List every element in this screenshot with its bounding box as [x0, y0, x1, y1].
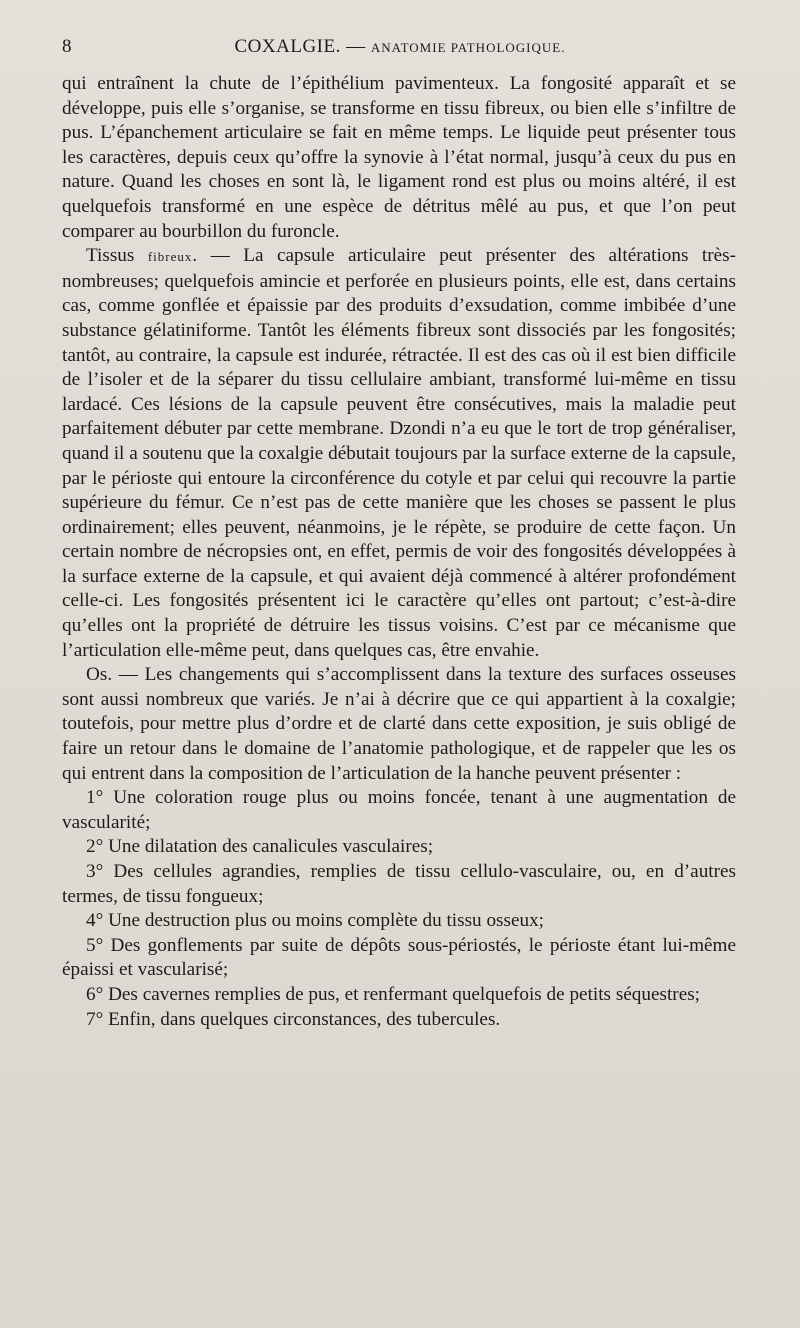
section-heading-fibreux: fibreux	[147, 249, 193, 265]
list-item: 2° Une dilatation des canalicules vasculaires;	[86, 836, 434, 858]
running-title-separator: —	[340, 36, 371, 57]
running-title-main: COXALGIE.	[234, 36, 341, 57]
running-title	[62, 36, 738, 58]
list-item: 3° Des cellules agrandies, remplies de tissu cellulo-vasculaire, ou, en d’autres termes, de tissu fongueux;	[62, 861, 736, 907]
section-heading-period: .	[192, 245, 198, 267]
page-header	[62, 36, 738, 66]
section-heading-tissus: Tissus	[86, 245, 148, 267]
paragraph-continuation: qui entraînent la chute de l’épithélium pavimenteux. La fongosité apparaît et se développe, puis elle s’organise, se transforme en tissu fibreux, ou bien elle s’infiltre de pus. L’épanchement articulaire se fait en même temps. Le liquide peut présenter tous les caractères, depuis ceux qu’offre la synovie à l’état normal, jusqu’à ceux du pus en nature. Quand les choses en sont là, le ligament rond est plus ou moins altéré, il est quelquefois transformé en une espèce de détritus mêlé au pus, et que l’on peut comparer au bourbillon du furoncle.	[62, 73, 736, 242]
paragraph-os: Os. — Les changements qui s’accomplissent dans la texture des surfaces osseuses sont aussi nombreux que variés. Je n’ai à décrire que ce qui appartient à la coxalgie; toutefois, pour mettre plus d’ordre et de clarté dans cette exposition, je suis obligé de faire un retour dans le domaine de l’anatomie pathologique, et de rappeler que les os qui entrent dans la composition de l’articulation de la hanche peuvent présenter :	[62, 664, 736, 784]
list-item: 7° Enfin, dans quelques circonstances, des tubercules.	[86, 1008, 501, 1030]
list-item: 5° Des gonflements par suite de dépôts sous-périostés, le périoste étant lui-même épaissi et vascularisé;	[62, 934, 736, 981]
body-text	[62, 72, 736, 1032]
page-number: 8	[62, 36, 72, 57]
paragraph-tissus-fibreux-body: — La capsule articulaire peut présenter des altérations très-nombreuses; quelquefois amincie et perforée en plusieurs points, elle est, dans certains cas, comme gonflée et épaissie par des produits d’exsudation, comme imbibée d’une substance gélatiniforme. Tantôt les éléments fibreux sont dissociés par les fongosités; tantôt, au contraire, la capsule est indurée, rétractée. Il est des cas où il est bien difficile de l’isoler et de la séparer du tissu cellulaire ambiant, transformé lui-même en tissu lardacé. Ces lésions de la capsule peuvent être consécutives, mais la maladie peut parfaitement débuter par cette membrane. Dzondi n’a eu que le tort de trop généraliser, quand il a soutenu que la coxalgie débutait toujours par la surface externe de la capsule, par le périoste qui entoure la circonférence du cotyle et par celui qui recouvre la partie supérieure du fémur. Ce n’est pas de cette manière que les choses se passent le plus ordinairement; elles peuvent, néanmoins, je le répète, se produire de cette façon. Un certain nombre de nécropsies ont, en effet, permis de voir des fongosités développées à la surface externe de la capsule, et qui avaient déjà commencé à altérer profondément celle-ci. Les fongosités présentent ici le caractère qu’elles ont partout; c’est-à-dire qu’elles ont la propriété de détruire les tissus voisins. C’est par ce mécanisme que l’articulation elle-même peut, dans quelques cas, être envahie.	[62, 245, 737, 661]
running-title-sub: ANATOMIE PATHOLOGIQUE.	[370, 40, 566, 55]
list-item: 1° Une coloration rouge plus ou moins foncée, tenant à une augmentation de vascularité;	[62, 787, 736, 833]
list-item: 6° Des cavernes remplies de pus, et renfermant quelquefois de petits séquestres;	[86, 983, 701, 1005]
list-item: 4° Une destruction plus ou moins complète du tissu osseux;	[86, 910, 545, 932]
paragraph-tissus-fibreux	[62, 244, 736, 663]
